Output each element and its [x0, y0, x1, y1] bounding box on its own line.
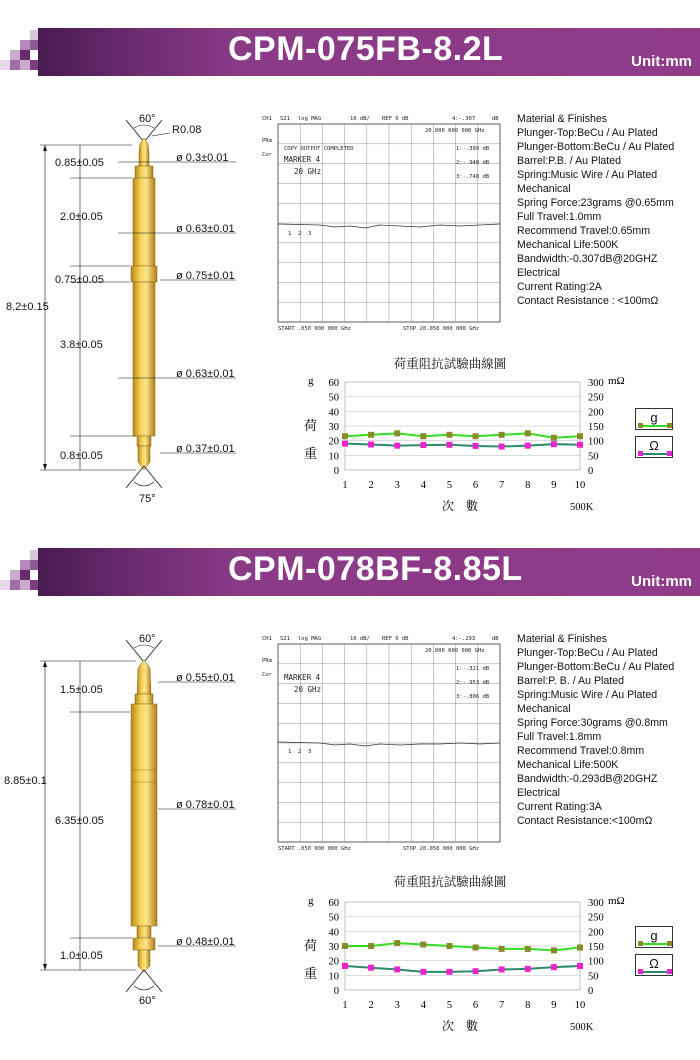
data-point-ohm — [368, 965, 374, 971]
dim-right-2: ø 0.78±0.01 — [176, 799, 235, 811]
data-point-ohm — [499, 444, 505, 450]
data-point-ohm — [446, 969, 452, 975]
y-tick-left: 0 — [333, 986, 339, 997]
y-tick-left: 0 — [333, 466, 339, 477]
x-tick: 7 — [499, 1000, 505, 1011]
series-line-g — [345, 943, 580, 950]
x-tick: 4 — [420, 1000, 426, 1011]
data-point-ohm — [420, 969, 426, 975]
y-axis-label-left: 重 — [304, 967, 318, 982]
analyzer-ref: REF 0 dB — [382, 116, 409, 122]
dim-left-1: 1.5±0.05 — [60, 684, 103, 696]
title-banner — [38, 548, 700, 596]
x-tick: 1 — [342, 480, 348, 491]
legend-item-g — [635, 926, 673, 948]
chart-legend — [635, 408, 673, 460]
analyzer-param: S21 — [280, 636, 290, 642]
dim-right-4: ø 0.63±0.01 — [176, 368, 235, 380]
y-tick-right: 100 — [588, 956, 604, 968]
data-point-g — [394, 940, 400, 946]
network-analyzer-plot — [260, 112, 510, 334]
legend-label-ohm: Ω — [649, 956, 659, 971]
top-angle-label: 60° — [139, 113, 156, 125]
data-point-ohm — [499, 966, 505, 972]
series-line-ohm — [345, 966, 580, 972]
load-resistance-chart — [300, 890, 625, 1050]
analyzer-marker-3: 3:-.748 dB — [456, 174, 490, 180]
dim-left-2: 6.35±0.05 — [55, 815, 104, 827]
spec-line: Contact Resistance : <100mΩ — [517, 295, 659, 307]
x-tick: 5 — [446, 480, 453, 491]
analyzer-side-prm: PRm — [262, 658, 272, 664]
dim-left-1: 0.85±0.05 — [55, 157, 104, 169]
spec-line: Electrical — [517, 267, 560, 279]
spec-line: Material & Finishes — [517, 113, 608, 125]
analyzer-stop: STOP 20.050 000 000 GHz — [403, 846, 480, 852]
analyzer-side-prm: PRm — [262, 138, 272, 144]
analyzer-marker-freq: 20 GHz — [294, 167, 322, 176]
data-point-g — [342, 943, 348, 949]
data-point-g — [551, 947, 557, 953]
spec-line: Barrel:P. B. / Au Plated — [517, 675, 624, 687]
decorative-squares — [0, 548, 42, 596]
legend-label-g: g — [650, 928, 658, 943]
spec-line: Mechanical Life:500K — [517, 759, 619, 771]
y-tick-right: 200 — [588, 407, 604, 419]
y-axis-label-right: mΩ — [608, 895, 625, 907]
chart-title: 荷重阻抗試驗曲線圖 — [393, 356, 507, 371]
y-tick-right: 50 — [588, 971, 599, 983]
analyzer-scale: 10 dB/ — [350, 116, 370, 122]
dim-left-3: 0.75±0.05 — [55, 274, 104, 286]
trace-marker-3: 3 — [308, 749, 312, 755]
dim-right-3: ø 0.48±0.01 — [176, 936, 235, 948]
analyzer-marker-value: 4:-.307 — [452, 116, 476, 122]
y-tick-right: 100 — [588, 436, 604, 448]
y-tick-right: 0 — [588, 986, 594, 997]
x-axis-label-right: 500K — [570, 1022, 594, 1033]
y-tick-right: 250 — [588, 912, 604, 924]
spec-line: Spring Force:23grams @0.65mm — [517, 197, 674, 209]
y-tick-right: 150 — [588, 942, 604, 953]
data-point-g — [420, 433, 426, 439]
analyzer-marker-1: 1:-.399 dB — [456, 146, 490, 152]
load-resistance-chart — [300, 370, 625, 530]
analyzer-channel: CH1 — [262, 116, 272, 122]
chart-title: 荷重阻抗試驗曲線圖 — [393, 874, 507, 889]
spec-line: Barrel:P.B. / Au Plated — [517, 155, 622, 167]
analyzer-marker-3: 3:-.806 dB — [456, 694, 490, 700]
trace-marker-2: 2 — [298, 231, 302, 237]
analyzer-freq: 20.000 000 000 GHz — [425, 648, 485, 654]
data-point-ohm — [446, 442, 452, 448]
data-point-ohm — [577, 963, 583, 969]
unit-label: Unit:mm — [631, 53, 692, 70]
analyzer-note: COPY OUTPUT COMPLETED — [284, 146, 354, 152]
data-point-ohm — [342, 963, 348, 969]
analyzer-marker-value: 4:-.293 — [452, 636, 476, 642]
dim-left-4: 3.8±0.05 — [60, 339, 103, 351]
series-line-ohm — [345, 444, 580, 447]
spec-line: Recommend Travel:0.8mm — [517, 745, 645, 757]
radius-label: R0.08 — [172, 124, 202, 136]
data-point-g — [525, 430, 531, 436]
y-tick-right: 0 — [588, 466, 594, 477]
data-point-ohm — [473, 968, 479, 974]
y-tick-right: 250 — [588, 392, 604, 404]
data-point-g — [551, 435, 557, 441]
y-axis-label-left: g — [308, 375, 314, 387]
y-tick-left: 50 — [328, 392, 339, 404]
analyzer-freq: 20.000 000 000 GHz — [425, 128, 485, 134]
x-tick: 10 — [574, 480, 586, 491]
data-point-ohm — [525, 966, 531, 972]
y-axis-label-left: 荷 — [304, 419, 318, 434]
title-banner — [38, 28, 700, 76]
bottom-angle-label: 75° — [139, 493, 156, 505]
analyzer-marker-2: 2:-.953 dB — [456, 680, 490, 686]
data-point-g — [368, 432, 374, 438]
y-tick-left: 60 — [328, 378, 339, 389]
analyzer-format: log MAG — [298, 636, 322, 642]
trace-marker-2: 2 — [298, 749, 302, 755]
data-point-ohm — [420, 442, 426, 448]
dim-right-1: ø 0.55±0.01 — [176, 672, 235, 684]
x-tick: 3 — [394, 480, 400, 491]
legend-swatch-ohm — [636, 955, 674, 977]
spec-line: Bandwidth:-0.307dB@20GHZ — [517, 253, 658, 265]
dim-left-3: 1.0±0.05 — [60, 950, 103, 962]
chart-legend — [635, 926, 673, 978]
x-tick: 8 — [525, 480, 531, 491]
x-tick: 6 — [472, 1000, 479, 1011]
x-tick: 2 — [368, 480, 374, 491]
y-tick-left: 60 — [328, 898, 339, 909]
legend-item-ohm — [635, 954, 673, 976]
probe-drawing — [0, 100, 250, 510]
x-tick: 1 — [342, 1000, 348, 1011]
spec-line: Plunger-Top:BeCu / Au Plated — [517, 127, 658, 139]
data-point-ohm — [342, 441, 348, 447]
spec-list — [517, 112, 697, 308]
analyzer-scale: 10 dB/ — [350, 636, 370, 642]
top-angle-label: 60° — [139, 633, 156, 645]
legend-swatch-g — [636, 409, 674, 431]
data-point-g — [368, 943, 374, 949]
legend-swatch-g — [636, 927, 674, 949]
data-point-g — [473, 433, 479, 439]
data-point-ohm — [473, 443, 479, 449]
analyzer-side-cor: Cor — [262, 672, 272, 678]
data-point-ohm — [394, 443, 400, 449]
data-point-g — [420, 942, 426, 948]
x-tick: 5 — [446, 1000, 453, 1011]
spec-line: Full Travel:1.0mm — [517, 211, 602, 223]
data-point-ohm — [525, 443, 531, 449]
x-tick: 6 — [472, 480, 479, 491]
trace-marker-3: 3 — [308, 231, 312, 237]
y-tick-left: 50 — [328, 912, 339, 924]
dim-right-3: ø 0.75±0.01 — [176, 270, 235, 282]
data-point-ohm — [551, 964, 557, 970]
x-axis-label: 次 數 — [441, 1019, 479, 1033]
spec-line: Plunger-Bottom:BeCu / Au Plated — [517, 661, 675, 673]
data-point-g — [577, 944, 583, 950]
product-title: CPM-075FB-8.2L — [228, 30, 504, 68]
spec-line: Mechanical — [517, 703, 571, 715]
x-axis-label-right: 500K — [570, 502, 594, 513]
y-tick-left: 20 — [328, 956, 339, 968]
data-point-g — [342, 433, 348, 439]
x-tick: 4 — [420, 480, 426, 491]
y-tick-left: 30 — [328, 942, 339, 953]
x-tick: 9 — [551, 480, 557, 491]
data-point-ohm — [368, 441, 374, 447]
x-tick: 2 — [368, 1000, 374, 1011]
y-tick-left: 10 — [328, 971, 339, 983]
analyzer-marker: MARKER 4 — [284, 155, 321, 164]
product-title: CPM-078BF-8.85L — [228, 550, 523, 588]
analyzer-marker-2: 2:-.948 dB — [456, 160, 490, 166]
analyzer-start: START .050 000 000 GHz — [278, 326, 351, 332]
data-point-g — [577, 433, 583, 439]
network-analyzer-plot — [260, 632, 510, 854]
spec-line: Spring:Music Wire / Au Plated — [517, 169, 658, 181]
spec-line: Mechanical — [517, 183, 571, 195]
analyzer-channel: CH1 — [262, 636, 272, 642]
legend-item-ohm — [635, 436, 673, 458]
spec-line: Current Rating:3A — [517, 801, 602, 813]
analyzer-param: S21 — [280, 116, 290, 122]
dim-right-1: ø 0.3±0.01 — [176, 152, 229, 164]
y-tick-left: 30 — [328, 422, 339, 433]
product-section-2 — [0, 520, 700, 1050]
y-tick-right: 50 — [588, 451, 599, 463]
y-tick-left: 10 — [328, 451, 339, 463]
legend-label-ohm: Ω — [649, 438, 659, 453]
x-tick: 3 — [394, 1000, 400, 1011]
y-tick-right: 300 — [588, 378, 604, 389]
data-point-ohm — [577, 442, 583, 448]
spec-line: Plunger-Top:BeCu / Au Plated — [517, 647, 658, 659]
spec-line: Plunger-Bottom:BeCu / Au Plated — [517, 141, 675, 153]
y-axis-label-left: 重 — [304, 447, 318, 462]
data-point-g — [394, 430, 400, 436]
data-point-ohm — [551, 441, 557, 447]
x-axis-label: 次 數 — [441, 499, 479, 513]
bottom-angle-label: 60° — [139, 995, 156, 1007]
analyzer-start: START .050 000 000 GHz — [278, 846, 351, 852]
data-point-g — [499, 432, 505, 438]
dim-left-5: 0.8±0.05 — [60, 450, 103, 462]
legend-swatch-ohm — [636, 437, 674, 459]
data-point-g — [446, 432, 452, 438]
y-tick-right: 300 — [588, 898, 604, 909]
dim-right-2: ø 0.63±0.01 — [176, 223, 235, 235]
data-point-g — [473, 944, 479, 950]
spec-line: Recommend Travel:0.65mm — [517, 225, 651, 237]
y-tick-right: 150 — [588, 422, 604, 433]
y-tick-left: 40 — [328, 407, 339, 419]
trace-marker-1: 1 — [288, 749, 292, 755]
dim-total: 8.2±0.15 — [6, 301, 49, 313]
spec-line: Bandwidth:-0.293dB@20GHZ — [517, 773, 658, 785]
unit-label: Unit:mm — [631, 573, 692, 590]
spec-line: Spring:Music Wire / Au Plated — [517, 689, 658, 701]
series-line-g — [345, 433, 580, 437]
x-tick: 8 — [525, 1000, 531, 1011]
analyzer-marker-freq: 20 GHz — [294, 685, 322, 694]
y-axis-label-right: mΩ — [608, 375, 625, 387]
probe-drawing — [0, 620, 250, 1030]
analyzer-ref: REF 0 dB — [382, 636, 409, 642]
decorative-squares — [0, 28, 42, 76]
data-point-g — [525, 946, 531, 952]
y-tick-right: 200 — [588, 927, 604, 939]
y-axis-label-left: g — [308, 895, 314, 907]
analyzer-unit: dB — [492, 116, 499, 122]
spec-list — [517, 632, 697, 828]
spec-line: Current Rating:2A — [517, 281, 602, 293]
y-axis-label-left: 荷 — [304, 939, 318, 954]
y-tick-left: 20 — [328, 436, 339, 448]
dim-total: 8.85±0.1 — [4, 775, 47, 787]
legend-item-g — [635, 408, 673, 430]
data-point-ohm — [394, 966, 400, 972]
y-tick-left: 40 — [328, 927, 339, 939]
spec-line: Full Travel:1.8mm — [517, 731, 602, 743]
data-point-g — [446, 943, 452, 949]
x-tick: 7 — [499, 480, 505, 491]
analyzer-marker: MARKER 4 — [284, 673, 321, 682]
spec-line: Mechanical Life:500K — [517, 239, 619, 251]
dim-left-2: 2.0±0.05 — [60, 211, 103, 223]
analyzer-unit: dB — [492, 636, 499, 642]
analyzer-stop: STOP 20.050 000 000 GHz — [403, 326, 480, 332]
analyzer-grid — [278, 124, 500, 322]
analyzer-marker-1: 1:-.321 dB — [456, 666, 490, 672]
dim-right-5: ø 0.37±0.01 — [176, 443, 235, 455]
x-tick: 10 — [574, 1000, 586, 1011]
analyzer-side-cor: Cor — [262, 152, 272, 158]
legend-label-g: g — [650, 410, 658, 425]
x-tick: 9 — [551, 1000, 557, 1011]
data-point-g — [499, 946, 505, 952]
trace-marker-1: 1 — [288, 231, 292, 237]
spec-line: Electrical — [517, 787, 560, 799]
spec-line: Material & Finishes — [517, 633, 608, 645]
spec-line: Spring Force:30grams @0.8mm — [517, 717, 668, 729]
analyzer-format: log MAG — [298, 116, 322, 122]
spec-line: Contact Resistance:<100mΩ — [517, 815, 653, 827]
